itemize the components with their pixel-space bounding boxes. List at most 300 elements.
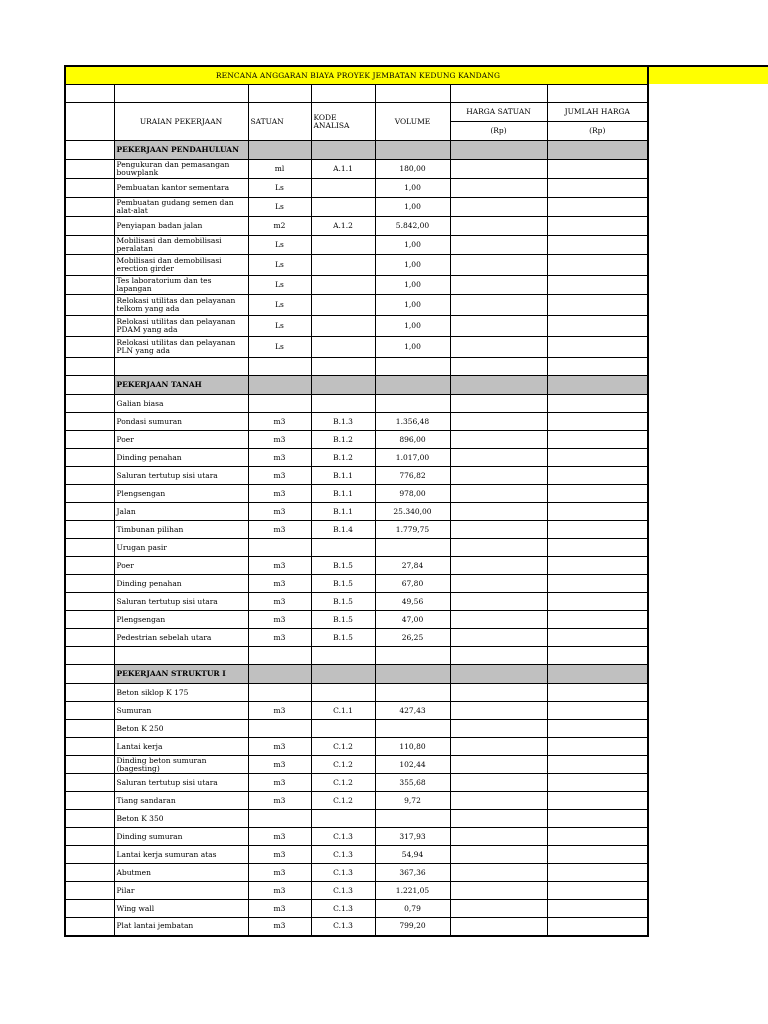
header-harga-satuan[interactable]: HARGA SATUAN [450,103,547,122]
volume-cell[interactable]: 180,00 [375,160,450,179]
uraian-cell[interactable]: Lantai kerja [114,738,248,756]
row-number-cell[interactable] [65,198,114,217]
uraian-cell[interactable]: Saluran tertutup sisi utara [114,467,248,485]
row-number-cell[interactable] [65,611,114,629]
volume-cell[interactable]: 1,00 [375,255,450,276]
row-number-cell[interactable] [65,217,114,236]
row-number-cell[interactable] [65,557,114,575]
harga-satuan-cell[interactable] [450,255,547,276]
harga-satuan-cell[interactable] [450,828,547,846]
kode-cell[interactable]: B.1.5 [311,575,375,593]
uraian-cell[interactable]: Saluran tertutup sisi utara [114,593,248,611]
satuan-cell[interactable]: ml [248,160,311,179]
row-number-cell[interactable] [65,720,114,738]
volume-cell[interactable]: 102,44 [375,756,450,774]
jumlah-harga-cell[interactable] [547,593,648,611]
harga-satuan-cell[interactable] [450,557,547,575]
uraian-cell[interactable]: Tes laboratorium dan tes lapangan [114,276,248,295]
kode-cell[interactable] [311,316,375,337]
harga-satuan-cell[interactable] [450,295,547,316]
volume-cell[interactable] [375,141,450,160]
row-number-cell[interactable] [65,810,114,828]
volume-cell[interactable] [375,720,450,738]
kode-cell[interactable] [311,179,375,198]
row-number-cell[interactable] [65,774,114,792]
header-satuan[interactable]: SATUAN [248,103,311,141]
satuan-cell[interactable]: m3 [248,449,311,467]
harga-satuan-cell[interactable] [450,521,547,539]
jumlah-harga-cell[interactable] [547,485,648,503]
volume-cell[interactable]: 9,72 [375,792,450,810]
title-bar[interactable] [64,65,768,84]
jumlah-harga-cell[interactable] [547,236,648,255]
uraian-cell[interactable]: Pembuatan kantor sementara [114,179,248,198]
kode-cell[interactable]: C.1.3 [311,918,375,936]
kode-cell[interactable] [311,395,375,413]
jumlah-harga-cell[interactable] [547,376,648,395]
jumlah-harga-cell[interactable] [547,756,648,774]
volume-cell[interactable]: 1.221,05 [375,882,450,900]
uraian-cell[interactable]: Mobilisasi dan demobilisasi peralatan [114,236,248,255]
harga-satuan-cell[interactable] [450,539,547,557]
volume-cell[interactable]: 1,00 [375,236,450,255]
satuan-cell[interactable] [248,539,311,557]
jumlah-harga-cell[interactable] [547,413,648,431]
uraian-cell[interactable] [114,358,248,376]
uraian-cell[interactable]: Pilar [114,882,248,900]
jumlah-harga-cell[interactable] [547,882,648,900]
row-number-cell[interactable] [65,236,114,255]
uraian-cell[interactable]: Dinding beton sumuran (bagesting) [114,756,248,774]
harga-satuan-cell[interactable] [450,738,547,756]
row-number-cell[interactable] [65,665,114,684]
kode-cell[interactable] [311,720,375,738]
satuan-cell[interactable]: m3 [248,557,311,575]
satuan-cell[interactable]: m3 [248,503,311,521]
harga-satuan-cell[interactable] [450,141,547,160]
satuan-cell[interactable]: m3 [248,738,311,756]
harga-satuan-cell[interactable] [450,792,547,810]
row-number-cell[interactable] [65,485,114,503]
volume-cell[interactable] [375,647,450,665]
volume-cell[interactable]: 1,00 [375,295,450,316]
harga-satuan-cell[interactable] [450,593,547,611]
harga-satuan-cell[interactable] [450,449,547,467]
satuan-cell[interactable]: m3 [248,611,311,629]
row-number-cell[interactable] [65,337,114,358]
row-number-cell[interactable] [65,882,114,900]
kode-cell[interactable]: B.1.5 [311,611,375,629]
row-number-cell[interactable] [65,792,114,810]
kode-cell[interactable]: C.1.2 [311,774,375,792]
kode-cell[interactable] [311,198,375,217]
kode-cell[interactable] [311,665,375,684]
uraian-cell[interactable]: Pengukuran dan pemasangan bouwplank [114,160,248,179]
volume-cell[interactable]: 25.340,00 [375,503,450,521]
section-title[interactable]: PEKERJAAN PENDAHULUAN [114,141,248,160]
satuan-cell[interactable] [248,141,311,160]
satuan-cell[interactable] [248,720,311,738]
harga-satuan-cell[interactable] [450,629,547,647]
jumlah-harga-cell[interactable] [547,792,648,810]
uraian-cell[interactable]: Saluran tertutup sisi utara [114,774,248,792]
volume-cell[interactable]: 27,84 [375,557,450,575]
volume-cell[interactable]: 896,00 [375,431,450,449]
volume-cell[interactable]: 5.842,00 [375,217,450,236]
row-number-cell[interactable] [65,358,114,376]
row-number-cell[interactable] [65,647,114,665]
uraian-cell[interactable]: Wing wall [114,900,248,918]
row-number-cell[interactable] [65,413,114,431]
section-title[interactable]: PEKERJAAN STRUKTUR I [114,665,248,684]
harga-satuan-cell[interactable] [450,376,547,395]
volume-cell[interactable]: 1,00 [375,179,450,198]
satuan-cell[interactable]: m3 [248,846,311,864]
header-kode[interactable]: KODE ANALISA [311,103,375,141]
kode-cell[interactable]: B.1.1 [311,467,375,485]
kode-cell[interactable]: B.1.5 [311,593,375,611]
uraian-cell[interactable]: Plengsengan [114,611,248,629]
jumlah-harga-cell[interactable] [547,738,648,756]
kode-cell[interactable] [311,236,375,255]
table-cell[interactable] [547,85,648,103]
row-number-cell[interactable] [65,864,114,882]
jumlah-harga-cell[interactable] [547,629,648,647]
kode-cell[interactable] [311,255,375,276]
uraian-cell[interactable]: Mobilisasi dan demobilisasi erection girder [114,255,248,276]
row-number-cell[interactable] [65,828,114,846]
header-rp-harga[interactable]: (Rp) [450,122,547,141]
jumlah-harga-cell[interactable] [547,141,648,160]
uraian-cell[interactable]: Poer [114,431,248,449]
kode-cell[interactable] [311,376,375,395]
table-cell[interactable] [65,103,114,141]
jumlah-harga-cell[interactable] [547,449,648,467]
kode-cell[interactable]: B.1.2 [311,449,375,467]
harga-satuan-cell[interactable] [450,431,547,449]
satuan-cell[interactable]: m3 [248,756,311,774]
jumlah-harga-cell[interactable] [547,846,648,864]
harga-satuan-cell[interactable] [450,485,547,503]
jumlah-harga-cell[interactable] [547,295,648,316]
uraian-cell[interactable]: Beton K 250 [114,720,248,738]
satuan-cell[interactable]: m3 [248,431,311,449]
kode-cell[interactable]: C.1.3 [311,900,375,918]
harga-satuan-cell[interactable] [450,316,547,337]
harga-satuan-cell[interactable] [450,702,547,720]
harga-satuan-cell[interactable] [450,810,547,828]
kode-cell[interactable] [311,276,375,295]
row-number-cell[interactable] [65,316,114,337]
harga-satuan-cell[interactable] [450,846,547,864]
jumlah-harga-cell[interactable] [547,179,648,198]
volume-cell[interactable] [375,539,450,557]
harga-satuan-cell[interactable] [450,236,547,255]
volume-cell[interactable]: 776,82 [375,467,450,485]
satuan-cell[interactable] [248,647,311,665]
volume-cell[interactable]: 355,68 [375,774,450,792]
harga-satuan-cell[interactable] [450,198,547,217]
row-number-cell[interactable] [65,255,114,276]
uraian-cell[interactable]: Sumuran [114,702,248,720]
kode-cell[interactable]: B.1.5 [311,557,375,575]
jumlah-harga-cell[interactable] [547,160,648,179]
uraian-cell[interactable]: Urugan pasir [114,539,248,557]
satuan-cell[interactable]: m3 [248,702,311,720]
row-number-cell[interactable] [65,503,114,521]
harga-satuan-cell[interactable] [450,774,547,792]
row-number-cell[interactable] [65,756,114,774]
volume-cell[interactable]: 49,56 [375,593,450,611]
volume-cell[interactable]: 799,20 [375,918,450,936]
volume-cell[interactable]: 1.356,48 [375,413,450,431]
harga-satuan-cell[interactable] [450,276,547,295]
kode-cell[interactable]: B.1.3 [311,413,375,431]
satuan-cell[interactable]: Ls [248,255,311,276]
jumlah-harga-cell[interactable] [547,276,648,295]
kode-cell[interactable] [311,295,375,316]
satuan-cell[interactable]: Ls [248,179,311,198]
row-number-cell[interactable] [65,449,114,467]
row-number-cell[interactable] [65,376,114,395]
uraian-cell[interactable]: Beton K 350 [114,810,248,828]
kode-cell[interactable] [311,337,375,358]
uraian-cell[interactable]: Dinding penahan [114,575,248,593]
uraian-cell[interactable]: Pondasi sumuran [114,413,248,431]
volume-cell[interactable] [375,395,450,413]
satuan-cell[interactable]: m3 [248,828,311,846]
uraian-cell[interactable]: Jalan [114,503,248,521]
uraian-cell[interactable]: Lantai kerja sumuran atas [114,846,248,864]
satuan-cell[interactable] [248,810,311,828]
row-number-cell[interactable] [65,593,114,611]
harga-satuan-cell[interactable] [450,467,547,485]
volume-cell[interactable]: 427,43 [375,702,450,720]
satuan-cell[interactable]: m2 [248,217,311,236]
volume-cell[interactable]: 26,25 [375,629,450,647]
jumlah-harga-cell[interactable] [547,358,648,376]
row-number-cell[interactable] [65,900,114,918]
harga-satuan-cell[interactable] [450,395,547,413]
satuan-cell[interactable]: Ls [248,276,311,295]
table-cell[interactable] [311,85,375,103]
section-title[interactable]: PEKERJAAN TANAH [114,376,248,395]
uraian-cell[interactable]: Beton siklop K 175 [114,684,248,702]
row-number-cell[interactable] [65,575,114,593]
jumlah-harga-cell[interactable] [547,217,648,236]
kode-cell[interactable]: A.1.2 [311,217,375,236]
kode-cell[interactable]: B.1.5 [311,629,375,647]
uraian-cell[interactable]: Poer [114,557,248,575]
jumlah-harga-cell[interactable] [547,521,648,539]
uraian-cell[interactable]: Dinding sumuran [114,828,248,846]
table-cell[interactable] [450,85,547,103]
uraian-cell[interactable]: Relokasi utilitas dan pelayanan telkom yang ada [114,295,248,316]
row-number-cell[interactable] [65,684,114,702]
jumlah-harga-cell[interactable] [547,864,648,882]
harga-satuan-cell[interactable] [450,665,547,684]
jumlah-harga-cell[interactable] [547,198,648,217]
row-number-cell[interactable] [65,467,114,485]
jumlah-harga-cell[interactable] [547,684,648,702]
kode-cell[interactable] [311,684,375,702]
satuan-cell[interactable]: Ls [248,198,311,217]
kode-cell[interactable] [311,810,375,828]
row-number-cell[interactable] [65,160,114,179]
satuan-cell[interactable] [248,665,311,684]
satuan-cell[interactable]: m3 [248,792,311,810]
uraian-cell[interactable]: Pembuatan gudang semen dan alat-alat [114,198,248,217]
harga-satuan-cell[interactable] [450,918,547,936]
jumlah-harga-cell[interactable] [547,337,648,358]
uraian-cell[interactable]: Relokasi utilitas dan pelayanan PDAM yang ada [114,316,248,337]
harga-satuan-cell[interactable] [450,337,547,358]
satuan-cell[interactable]: m3 [248,575,311,593]
row-number-cell[interactable] [65,141,114,160]
satuan-cell[interactable] [248,395,311,413]
satuan-cell[interactable]: m3 [248,413,311,431]
harga-satuan-cell[interactable] [450,864,547,882]
satuan-cell[interactable]: m3 [248,882,311,900]
row-number-cell[interactable] [65,295,114,316]
volume-cell[interactable] [375,376,450,395]
uraian-cell[interactable]: Pedestrian sebelah utara [114,629,248,647]
row-number-cell[interactable] [65,395,114,413]
volume-cell[interactable]: 1,00 [375,316,450,337]
kode-cell[interactable]: B.1.1 [311,485,375,503]
jumlah-harga-cell[interactable] [547,395,648,413]
satuan-cell[interactable]: m3 [248,629,311,647]
satuan-cell[interactable]: m3 [248,918,311,936]
jumlah-harga-cell[interactable] [547,918,648,936]
jumlah-harga-cell[interactable] [547,255,648,276]
kode-cell[interactable] [311,358,375,376]
jumlah-harga-cell[interactable] [547,702,648,720]
harga-satuan-cell[interactable] [450,217,547,236]
volume-cell[interactable]: 1,00 [375,276,450,295]
uraian-cell[interactable]: Galian biasa [114,395,248,413]
row-number-cell[interactable] [65,521,114,539]
uraian-cell[interactable]: Plat lantai jembatan [114,918,248,936]
table-cell[interactable] [375,85,450,103]
jumlah-harga-cell[interactable] [547,774,648,792]
table-cell[interactable] [248,85,311,103]
kode-cell[interactable] [311,647,375,665]
uraian-cell[interactable] [114,647,248,665]
satuan-cell[interactable] [248,376,311,395]
jumlah-harga-cell[interactable] [547,431,648,449]
jumlah-harga-cell[interactable] [547,647,648,665]
kode-cell[interactable]: B.1.1 [311,503,375,521]
harga-satuan-cell[interactable] [450,160,547,179]
volume-cell[interactable]: 1,00 [375,198,450,217]
satuan-cell[interactable]: m3 [248,900,311,918]
volume-cell[interactable]: 978,00 [375,485,450,503]
satuan-cell[interactable]: m3 [248,521,311,539]
row-number-cell[interactable] [65,702,114,720]
volume-cell[interactable] [375,810,450,828]
row-number-cell[interactable] [65,431,114,449]
harga-satuan-cell[interactable] [450,756,547,774]
volume-cell[interactable]: 110,80 [375,738,450,756]
harga-satuan-cell[interactable] [450,503,547,521]
row-number-cell[interactable] [65,179,114,198]
kode-cell[interactable] [311,141,375,160]
kode-cell[interactable]: C.1.2 [311,756,375,774]
kode-cell[interactable]: A.1.1 [311,160,375,179]
kode-cell[interactable] [311,539,375,557]
volume-cell[interactable] [375,665,450,684]
jumlah-harga-cell[interactable] [547,503,648,521]
satuan-cell[interactable] [248,358,311,376]
uraian-cell[interactable]: Plengsengan [114,485,248,503]
satuan-cell[interactable]: m3 [248,864,311,882]
satuan-cell[interactable]: Ls [248,236,311,255]
volume-cell[interactable] [375,684,450,702]
jumlah-harga-cell[interactable] [547,539,648,557]
uraian-cell[interactable]: Penyiapan badan jalan [114,217,248,236]
satuan-cell[interactable]: Ls [248,295,311,316]
table-cell[interactable] [114,85,248,103]
row-number-cell[interactable] [65,738,114,756]
harga-satuan-cell[interactable] [450,900,547,918]
satuan-cell[interactable]: m3 [248,467,311,485]
harga-satuan-cell[interactable] [450,358,547,376]
header-uraian[interactable]: URAIAN PEKERJAAN [114,103,248,141]
harga-satuan-cell[interactable] [450,413,547,431]
jumlah-harga-cell[interactable] [547,720,648,738]
kode-cell[interactable]: C.1.2 [311,738,375,756]
table-cell[interactable] [65,85,114,103]
kode-cell[interactable]: B.1.4 [311,521,375,539]
volume-cell[interactable]: 1,00 [375,337,450,358]
kode-cell[interactable]: C.1.3 [311,846,375,864]
volume-cell[interactable]: 317,93 [375,828,450,846]
row-number-cell[interactable] [65,539,114,557]
harga-satuan-cell[interactable] [450,882,547,900]
satuan-cell[interactable]: Ls [248,316,311,337]
harga-satuan-cell[interactable] [450,647,547,665]
uraian-cell[interactable]: Abutmen [114,864,248,882]
harga-satuan-cell[interactable] [450,611,547,629]
volume-cell[interactable]: 54,94 [375,846,450,864]
harga-satuan-cell[interactable] [450,684,547,702]
harga-satuan-cell[interactable] [450,720,547,738]
row-number-cell[interactable] [65,276,114,295]
satuan-cell[interactable]: m3 [248,485,311,503]
row-number-cell[interactable] [65,629,114,647]
volume-cell[interactable]: 1.779,75 [375,521,450,539]
jumlah-harga-cell[interactable] [547,900,648,918]
harga-satuan-cell[interactable] [450,179,547,198]
uraian-cell[interactable]: Dinding penahan [114,449,248,467]
row-number-cell[interactable] [65,846,114,864]
uraian-cell[interactable]: Tiang sandaran [114,792,248,810]
kode-cell[interactable]: C.1.1 [311,702,375,720]
jumlah-harga-cell[interactable] [547,557,648,575]
volume-cell[interactable]: 1.017,00 [375,449,450,467]
uraian-cell[interactable]: Timbunan pilihan [114,521,248,539]
kode-cell[interactable]: C.1.3 [311,828,375,846]
volume-cell[interactable]: 0,79 [375,900,450,918]
jumlah-harga-cell[interactable] [547,665,648,684]
jumlah-harga-cell[interactable] [547,316,648,337]
volume-cell[interactable]: 67,80 [375,575,450,593]
jumlah-harga-cell[interactable] [547,810,648,828]
jumlah-harga-cell[interactable] [547,467,648,485]
jumlah-harga-cell[interactable] [547,828,648,846]
kode-cell[interactable]: B.1.2 [311,431,375,449]
